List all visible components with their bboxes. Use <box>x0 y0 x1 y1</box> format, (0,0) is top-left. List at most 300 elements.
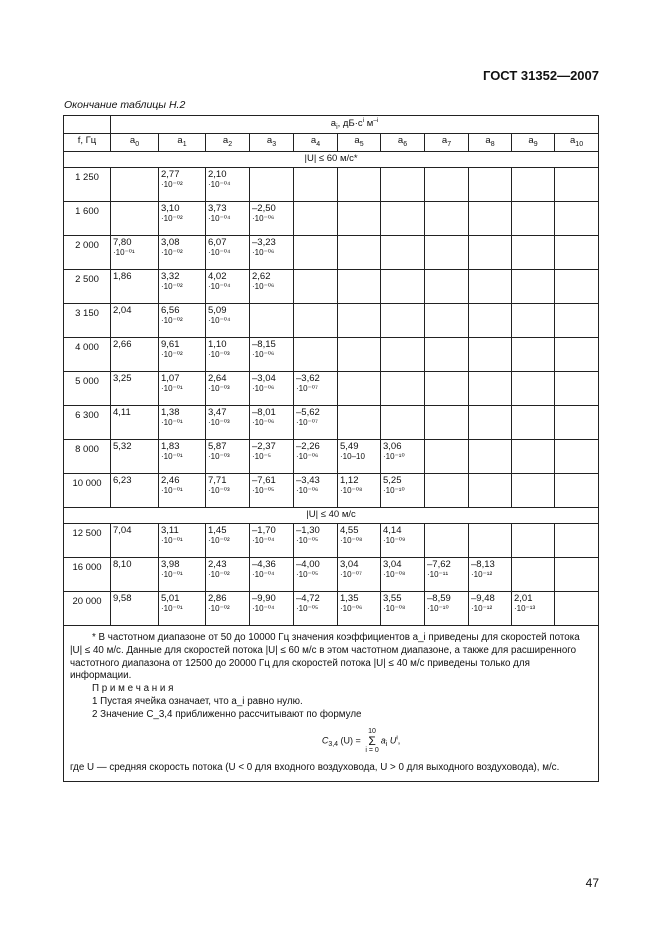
table-row <box>64 269 599 303</box>
coef-header-a5: $a_5$ <box>338 134 381 151</box>
frequency-cell: 2 000 <box>64 235 111 269</box>
coef-cell <box>425 473 469 507</box>
coef-exponent: ·10⁻⁰³ <box>208 350 230 360</box>
coef-cell <box>425 235 469 269</box>
coef-mantissa: –3,04 <box>252 372 276 384</box>
coef-header-a3: $a_3$ <box>250 134 294 151</box>
coef-cell <box>381 405 425 439</box>
coef-cell <box>512 405 555 439</box>
coef-cell <box>206 557 250 591</box>
coef-cell <box>512 269 555 303</box>
coef-mantissa: 5,87 <box>208 440 227 452</box>
coef-exponent: ·10⁻⁰² <box>161 282 183 292</box>
coef-header-a7: $a_7$ <box>425 134 469 151</box>
footnote: * В частотном диапазоне от 50 до 10000 Гц значения коэффициентов a_i приведены для скоростей потока |U| ≤ 40 м/с. Данные для скоростей потока |U| ≤ 60 м/с в этом частотном диапазоне, а также для расширенного частотного диапазона от 12500 до 20000 Гц для скоростей потока |U| ≤ 40 м/с приведены только для информации. <box>70 631 580 682</box>
coef-cell <box>555 439 599 473</box>
coef-mantissa: 9,61 <box>161 338 180 350</box>
coef-cell <box>338 235 381 269</box>
coefficients-table <box>63 115 599 782</box>
coef-cell <box>294 439 338 473</box>
coef-mantissa: 3,73 <box>208 202 227 214</box>
coef-cell <box>555 167 599 201</box>
table-row <box>64 523 599 557</box>
coef-mantissa: 6,56 <box>161 304 180 316</box>
coef-cell <box>294 591 338 625</box>
coef-mantissa: –8,01 <box>252 406 276 418</box>
coef-exponent: ·10⁻⁰⁵ <box>252 486 275 496</box>
coef-mantissa: 5,49 <box>340 440 359 452</box>
frequency-cell: 8 000 <box>64 439 111 473</box>
coef-header-a6: $a_6$ <box>381 134 425 151</box>
coef-cell <box>206 371 250 405</box>
coef-cell <box>159 167 206 201</box>
coef-exponent: ·10⁻⁰¹ <box>161 452 183 462</box>
coef-exponent: ·10⁻¹³ <box>514 604 536 614</box>
coef-mantissa: –1,30 <box>296 524 320 536</box>
coef-exponent: ·10⁻⁰³ <box>208 384 230 394</box>
coef-cell <box>425 337 469 371</box>
coef-cell <box>159 523 206 557</box>
coef-mantissa: 2,04 <box>113 304 132 316</box>
coef-header-a0: $a_0$ <box>111 134 159 151</box>
table-row <box>64 439 599 473</box>
coef-mantissa: 7,04 <box>113 524 132 536</box>
frequency-cell: 3 150 <box>64 303 111 337</box>
coef-mantissa: –2,50 <box>252 202 276 214</box>
coef-cell <box>555 591 599 625</box>
coef-cell <box>338 201 381 235</box>
coef-exponent: ·10⁻⁰⁷ <box>340 570 362 580</box>
coef-cell <box>294 167 338 201</box>
coef-cell <box>469 303 512 337</box>
note-2: 2 Значение C_3,4 приближенно рассчитывают по формуле <box>92 709 362 721</box>
coef-mantissa: 1,86 <box>113 270 132 282</box>
coef-exponent: ·10⁻⁰² <box>161 350 183 360</box>
coef-mantissa: 7,80 <box>113 236 132 248</box>
coef-cell <box>294 303 338 337</box>
coef-mantissa: 9,58 <box>113 592 132 604</box>
coef-exponent: ·10⁻⁰⁵ <box>296 570 319 580</box>
coef-mantissa: –9,48 <box>471 592 495 604</box>
coef-cell <box>294 405 338 439</box>
coef-exponent: ·10⁻⁰¹ <box>161 570 183 580</box>
coef-mantissa: 3,04 <box>383 558 402 570</box>
coef-mantissa: 5,09 <box>208 304 227 316</box>
coef-exponent: ·10⁻⁰² <box>161 180 183 190</box>
coef-cell <box>111 473 159 507</box>
frequency-cell: 16 000 <box>64 557 111 591</box>
coef-cell <box>338 439 381 473</box>
coef-exponent: ·10⁻⁰¹ <box>161 604 183 614</box>
coef-exponent: ·10⁻¹¹ <box>427 570 449 580</box>
coef-mantissa: 2,46 <box>161 474 180 486</box>
frequency-cell: 4 000 <box>64 337 111 371</box>
table-row <box>64 557 599 591</box>
notes-heading: П р и м е ч а н и я <box>92 683 174 695</box>
table-caption: Окончание таблицы Н.2 <box>64 99 186 111</box>
table-row <box>64 371 599 405</box>
coef-cell <box>425 557 469 591</box>
coef-mantissa: 1,12 <box>340 474 359 486</box>
group-header: $a_i$, $дБ\cdot с^i$ $м^{-i}$ <box>111 116 599 134</box>
coef-exponent: ·10⁻⁰⁴ <box>208 214 231 224</box>
coef-cell <box>250 591 294 625</box>
coef-mantissa: 2,66 <box>113 338 132 350</box>
coef-exponent: ·10⁻⁰³ <box>208 452 230 462</box>
coef-cell <box>425 371 469 405</box>
table-row <box>64 303 599 337</box>
table-row <box>64 405 599 439</box>
coef-cell <box>111 303 159 337</box>
coef-mantissa: 5,01 <box>161 592 180 604</box>
coef-cell <box>469 269 512 303</box>
frequency-cell: 6 300 <box>64 405 111 439</box>
coef-mantissa: 1,35 <box>340 592 359 604</box>
coef-mantissa: 3,98 <box>161 558 180 570</box>
coef-exponent: ·10⁻⁰² <box>161 316 183 326</box>
sum-symbol: 10 Σ i = 0 <box>365 728 379 755</box>
coef-mantissa: –2,26 <box>296 440 320 452</box>
coef-mantissa: 2,86 <box>208 592 227 604</box>
coef-cell <box>381 473 425 507</box>
formula: $C_{3,4}$ (U) = 10 Σ i = 0 $a_i$ $U^i$, <box>321 728 401 755</box>
table-row <box>64 167 599 201</box>
coef-cell <box>294 269 338 303</box>
coef-exponent: ·10⁻⁰⁵ <box>296 536 319 546</box>
coef-exponent: ·10⁻⁰⁴ <box>208 180 231 190</box>
document-code: ГОСТ 31352—2007 <box>483 68 599 83</box>
coef-cell <box>250 523 294 557</box>
coef-cell <box>512 371 555 405</box>
coef-exponent: ·10⁻⁰⁴ <box>252 604 275 614</box>
coef-cell <box>469 557 512 591</box>
table-row <box>64 235 599 269</box>
coef-cell <box>206 269 250 303</box>
coef-mantissa: 3,47 <box>208 406 227 418</box>
coef-cell <box>469 337 512 371</box>
coef-mantissa: 4,11 <box>113 406 131 418</box>
coef-exponent: ·10⁻⁰² <box>208 570 230 580</box>
coef-cell <box>111 591 159 625</box>
coef-mantissa: 3,10 <box>161 202 180 214</box>
frequency-cell: 1 250 <box>64 167 111 201</box>
coef-mantissa: 4,14 <box>383 524 402 536</box>
coef-cell <box>469 523 512 557</box>
coef-cell <box>381 235 425 269</box>
coef-cell <box>159 439 206 473</box>
coef-exponent: ·10⁻⁰¹ <box>161 384 183 394</box>
coef-cell <box>159 591 206 625</box>
coef-cell <box>294 371 338 405</box>
coef-cell <box>159 405 206 439</box>
coef-mantissa: 2,43 <box>208 558 227 570</box>
table-row <box>64 473 599 507</box>
coef-cell <box>469 167 512 201</box>
coef-exponent: ·10⁻⁰⁶ <box>252 214 275 224</box>
coef-exponent: ·10⁻⁰⁹ <box>383 536 406 546</box>
coef-cell <box>512 439 555 473</box>
coef-mantissa: 7,71 <box>208 474 227 486</box>
section-header-40: |U| ≤ 40 м/с <box>64 507 599 523</box>
coef-exponent: ·10⁻⁵ <box>252 452 272 462</box>
coef-cell <box>338 405 381 439</box>
coef-exponent: ·10⁻⁰⁴ <box>208 248 231 258</box>
coef-exponent: ·10⁻⁰⁶ <box>252 384 275 394</box>
coef-mantissa: 1,45 <box>208 524 227 536</box>
coef-cell <box>206 439 250 473</box>
coef-cell <box>159 201 206 235</box>
coef-cell <box>381 371 425 405</box>
table-row <box>64 591 599 625</box>
coef-cell <box>206 591 250 625</box>
coef-mantissa: 2,01 <box>514 592 533 604</box>
coef-mantissa: –4,72 <box>296 592 320 604</box>
coef-cell <box>425 303 469 337</box>
coef-cell <box>425 523 469 557</box>
coef-mantissa: 6,07 <box>208 236 227 248</box>
coef-cell <box>512 523 555 557</box>
coef-mantissa: 3,04 <box>340 558 359 570</box>
coef-cell <box>425 591 469 625</box>
coef-cell <box>250 557 294 591</box>
coef-exponent: ·10⁻⁰⁸ <box>340 536 363 546</box>
coef-cell <box>425 167 469 201</box>
coef-mantissa: 1,10 <box>208 338 227 350</box>
coef-cell <box>381 303 425 337</box>
coef-exponent: ·10⁻⁰¹ <box>113 248 135 258</box>
frequency-cell: 12 500 <box>64 523 111 557</box>
coef-header-a10: $a_{10}$ <box>555 134 599 151</box>
coef-cell <box>294 201 338 235</box>
coef-cell <box>294 235 338 269</box>
coef-exponent: ·10⁻⁰¹ <box>161 418 183 428</box>
coef-cell <box>512 303 555 337</box>
coef-mantissa: –9,90 <box>252 592 276 604</box>
coef-cell <box>294 523 338 557</box>
coef-mantissa: –8,13 <box>471 558 495 570</box>
coef-mantissa: 5,25 <box>383 474 402 486</box>
coef-cell <box>381 439 425 473</box>
coef-mantissa: 4,55 <box>340 524 359 536</box>
coef-mantissa: 1,83 <box>161 440 180 452</box>
coef-cell <box>111 557 159 591</box>
section-header-60: |U| ≤ 60 м/с* <box>64 151 599 167</box>
coef-cell <box>206 473 250 507</box>
frequency-column-header: f, Гц <box>64 134 111 151</box>
coef-cell <box>555 303 599 337</box>
coef-cell <box>250 473 294 507</box>
coef-mantissa: 3,55 <box>383 592 402 604</box>
coef-mantissa: 3,06 <box>383 440 402 452</box>
coef-mantissa: 1,07 <box>161 372 180 384</box>
coef-exponent: ·10⁻⁰² <box>161 248 183 258</box>
coef-cell <box>512 235 555 269</box>
coef-exponent: ·10⁻⁰⁶ <box>252 248 275 258</box>
coef-exponent: ·10⁻⁰² <box>208 604 230 614</box>
coef-cell <box>469 439 512 473</box>
coef-exponent: ·10⁻¹² <box>471 570 493 580</box>
coef-cell <box>111 235 159 269</box>
coef-exponent: ·10⁻⁰⁸ <box>340 486 363 496</box>
where-clause: где U — средняя скорость потока (U < 0 для входного воздуховода, U > 0 для выходного воздуховода), м/с. <box>70 762 560 774</box>
coef-mantissa: –5,62 <box>296 406 320 418</box>
coef-cell <box>159 473 206 507</box>
coef-exponent: ·10⁻¹⁰ <box>383 486 405 496</box>
coef-mantissa: –2,37 <box>252 440 276 452</box>
coef-cell <box>469 473 512 507</box>
frequency-cell: 1 600 <box>64 201 111 235</box>
table-notes <box>64 625 599 781</box>
coef-cell <box>555 269 599 303</box>
coef-cell <box>469 405 512 439</box>
coef-cell <box>338 473 381 507</box>
coef-exponent: ·10⁻⁰⁴ <box>252 570 275 580</box>
frequency-cell: 5 000 <box>64 371 111 405</box>
note-1: 1 Пустая ячейка означает, что a_i равно нулю. <box>92 696 303 708</box>
coef-exponent: ·10–10 <box>340 452 365 462</box>
coef-cell <box>469 371 512 405</box>
coef-cell <box>250 405 294 439</box>
table-row <box>64 337 599 371</box>
coef-cell <box>159 235 206 269</box>
coef-cell <box>111 439 159 473</box>
coef-exponent: ·10⁻⁰⁸ <box>383 604 406 614</box>
coef-cell <box>159 269 206 303</box>
coef-cell <box>512 167 555 201</box>
coef-exponent: ·10⁻¹⁰ <box>427 604 449 614</box>
coef-exponent: ·10⁻⁰⁴ <box>208 316 231 326</box>
coef-cell <box>111 371 159 405</box>
coef-exponent: ·10⁻⁰¹ <box>161 486 183 496</box>
coef-cell <box>555 201 599 235</box>
frequency-cell: 2 500 <box>64 269 111 303</box>
coef-cell <box>159 337 206 371</box>
coef-exponent: ·10⁻⁰⁶ <box>340 604 363 614</box>
coef-mantissa: –4,00 <box>296 558 320 570</box>
coef-cell <box>250 269 294 303</box>
coef-mantissa: –3,43 <box>296 474 320 486</box>
coef-cell <box>206 167 250 201</box>
coef-mantissa: –8,59 <box>427 592 451 604</box>
coef-cell <box>338 591 381 625</box>
coef-mantissa: 6,23 <box>113 474 132 486</box>
coef-mantissa: –7,62 <box>427 558 451 570</box>
coef-mantissa: 2,62 <box>252 270 271 282</box>
coef-exponent: ·10⁻¹² <box>471 604 493 614</box>
coef-cell <box>469 591 512 625</box>
coef-cell <box>512 337 555 371</box>
coef-cell <box>338 371 381 405</box>
coef-cell <box>338 303 381 337</box>
coef-cell <box>555 337 599 371</box>
coef-cell <box>111 337 159 371</box>
coef-cell <box>206 523 250 557</box>
coef-cell <box>469 201 512 235</box>
coef-cell <box>250 439 294 473</box>
coef-cell <box>425 405 469 439</box>
coef-exponent: ·10⁻⁰⁷ <box>296 418 318 428</box>
coef-cell <box>425 439 469 473</box>
coef-cell <box>555 523 599 557</box>
coef-mantissa: 3,11 <box>161 524 179 536</box>
coef-cell <box>338 337 381 371</box>
coef-exponent: ·10⁻⁰⁴ <box>208 282 231 292</box>
coef-cell <box>555 371 599 405</box>
coef-cell <box>425 201 469 235</box>
coef-header-a9: $a_9$ <box>512 134 555 151</box>
coef-cell <box>512 201 555 235</box>
coef-mantissa: 3,25 <box>113 372 132 384</box>
coef-exponent: ·10⁻⁰⁵ <box>296 604 319 614</box>
coef-cell <box>381 523 425 557</box>
coef-mantissa: 3,08 <box>161 236 180 248</box>
coef-mantissa: 3,32 <box>161 270 180 282</box>
coef-cell <box>206 337 250 371</box>
coef-mantissa: –3,62 <box>296 372 320 384</box>
coef-header-a4: $a_4$ <box>294 134 338 151</box>
coef-cell <box>111 167 159 201</box>
coef-cell <box>294 337 338 371</box>
coef-exponent: ·10⁻⁰² <box>208 536 230 546</box>
coef-mantissa: 4,02 <box>208 270 227 282</box>
frequency-cell: 20 000 <box>64 591 111 625</box>
coef-exponent: ·10⁻⁰⁷ <box>296 384 318 394</box>
coef-cell <box>381 557 425 591</box>
coef-exponent: ·10⁻¹⁰ <box>383 452 405 462</box>
coef-cell <box>425 269 469 303</box>
coef-cell <box>159 557 206 591</box>
coef-header-a2: $a_2$ <box>206 134 250 151</box>
coef-cell <box>512 557 555 591</box>
coef-cell <box>206 405 250 439</box>
coef-exponent: ·10⁻⁰⁶ <box>252 282 275 292</box>
coef-cell <box>206 303 250 337</box>
coef-exponent: ·10⁻⁰⁶ <box>296 486 319 496</box>
coef-mantissa: 2,64 <box>208 372 227 384</box>
coef-cell <box>381 201 425 235</box>
coef-cell <box>250 167 294 201</box>
coef-cell <box>111 201 159 235</box>
coef-cell <box>381 591 425 625</box>
coef-mantissa: 1,38 <box>161 406 180 418</box>
coef-cell <box>512 591 555 625</box>
coef-cell <box>206 201 250 235</box>
frequency-cell: 10 000 <box>64 473 111 507</box>
coef-cell <box>159 303 206 337</box>
coef-mantissa: 5,32 <box>113 440 132 452</box>
coef-cell <box>338 523 381 557</box>
coef-cell <box>512 473 555 507</box>
coef-exponent: ·10⁻⁰⁶ <box>252 418 275 428</box>
coef-cell <box>250 201 294 235</box>
coef-mantissa: –1,70 <box>252 524 276 536</box>
coef-cell <box>469 235 512 269</box>
coef-header-a1: $a_1$ <box>159 134 206 151</box>
coef-cell <box>250 371 294 405</box>
coef-cell <box>111 405 159 439</box>
coef-cell <box>250 235 294 269</box>
table-row <box>64 201 599 235</box>
coef-mantissa: –8,15 <box>252 338 276 350</box>
coef-mantissa: 2,77 <box>161 168 180 180</box>
coef-cell <box>381 167 425 201</box>
page-number: 47 <box>585 876 599 890</box>
coef-header-a8: $a_8$ <box>469 134 512 151</box>
coef-exponent: ·10⁻⁰⁴ <box>252 536 275 546</box>
coef-cell <box>338 167 381 201</box>
coef-cell <box>250 303 294 337</box>
coef-cell <box>294 557 338 591</box>
